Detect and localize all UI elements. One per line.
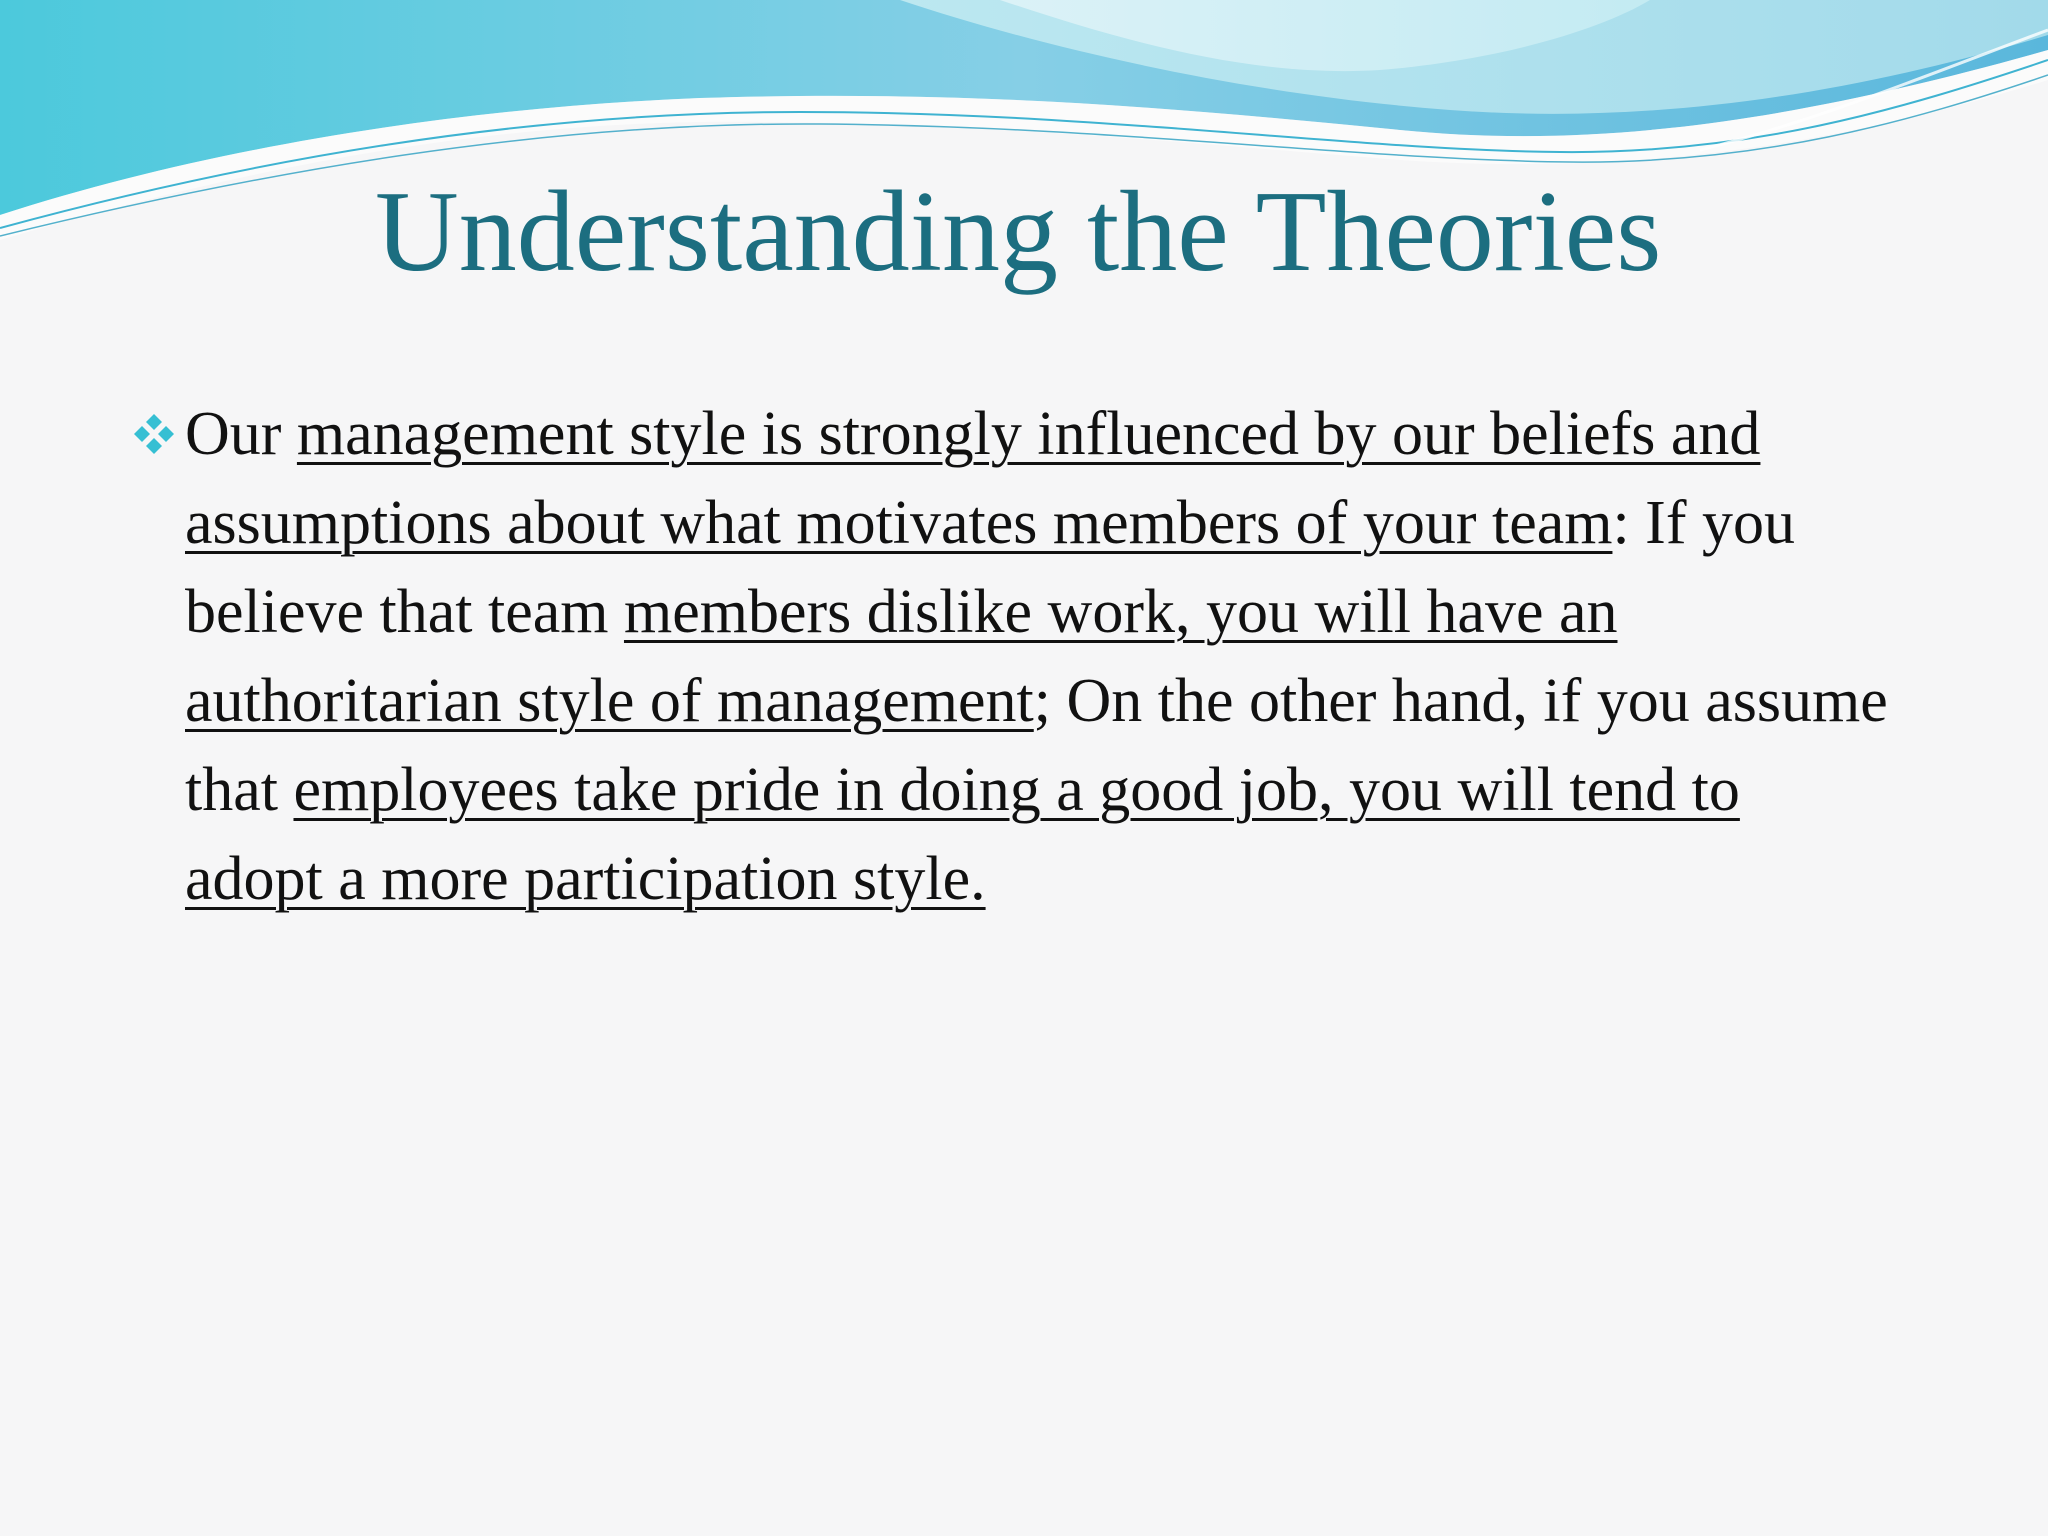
text-segment: ; On the other hand, if you assume that: [185, 667, 1888, 824]
underlined-text-segment: management style is strongly influenced by our beliefs and assumptions about what motivates members of your team: [185, 400, 1761, 557]
text-segment: Our: [185, 400, 297, 468]
bullet-item: [130, 390, 1890, 924]
slide-body: [130, 390, 1890, 924]
text-segment: : If you believe that team: [185, 489, 1795, 646]
four-diamond-bullet-icon: [130, 410, 178, 458]
underlined-text-segment: members dislike work, you will have an authoritarian style of management: [185, 578, 1618, 735]
bullet-text: [185, 400, 1888, 913]
slide-title: Understanding the Theories: [375, 168, 1662, 296]
underlined-text-segment: employees take pride in doing a good job, you will tend to adopt a more participation style.: [185, 756, 1740, 913]
